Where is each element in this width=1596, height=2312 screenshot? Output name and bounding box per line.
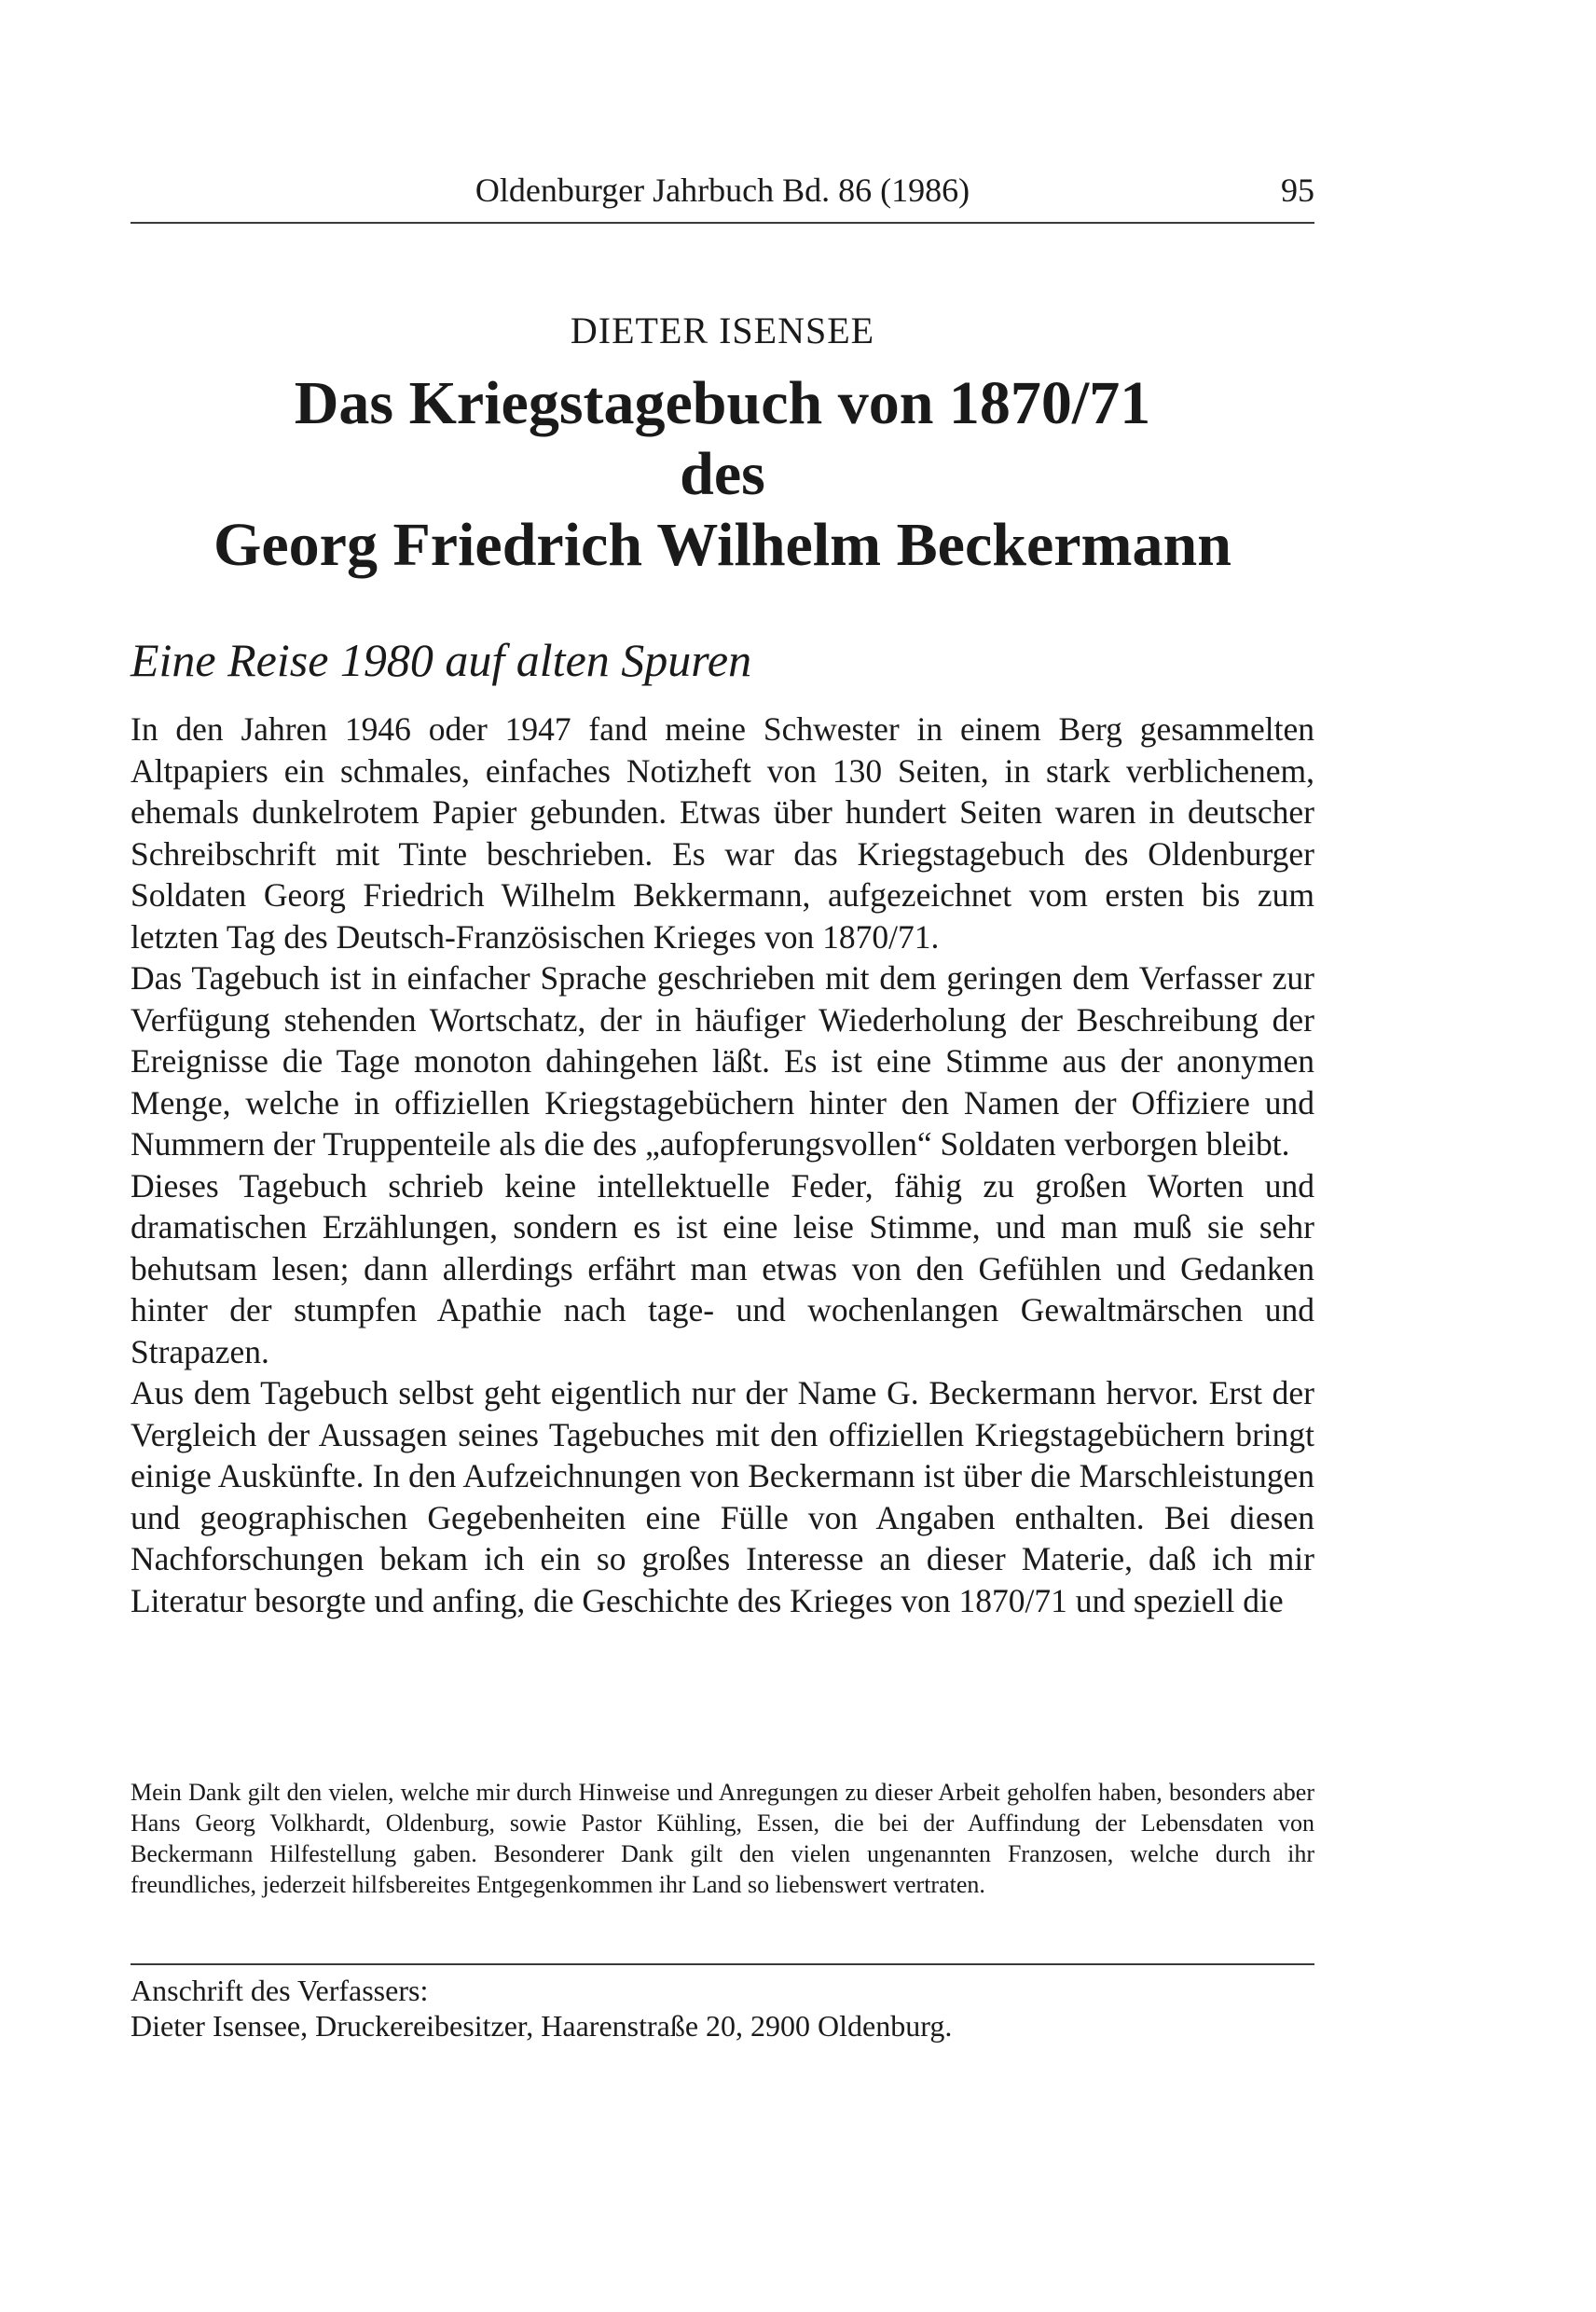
title-line: des [680, 440, 765, 508]
running-header [131, 170, 1314, 224]
page-number: 95 [1281, 172, 1314, 209]
article-body [131, 709, 1314, 1621]
address-label: Anschrift des Verfassers: [131, 1974, 429, 2007]
footnote: Mein Dank gilt den vielen, welche mir durch Hinweise und Anregungen zu dieser Arbeit geholfen haben, besonders aber Hans Georg Volkhardt, Oldenburg, sowie Pastor Kühling, Essen, die bei der Auffindung der Lebensdaten von Beckermann Hilfestellung gaben. Besonderer Dank gilt den vielen ungenannten Franzosen, welche durch ihr freundliches, jederzeit hilfsbereites Entgegenkommen ihr Land so liebenswert vertraten. [131, 1779, 1314, 1898]
article-subtitle: Eine Reise 1980 auf alten Spuren [131, 634, 752, 686]
body-paragraph: In den Jahren 1946 oder 1947 fand meine Schwester in einem Berg gesammelten Altpapiers ein schmales, einfaches Notizheft von 130 Seiten, in stark verblichenem, ehemals dunkelrotem Papier gebunden. Etwas über hundert Seiten waren in deutscher Schreibschrift mit Tinte beschrieben. Es war das Kriegstagebuch des Oldenburger Soldaten Georg Friedrich Wilhelm Bekkermann, aufgezeichnet vom ersten bis zum letzten Tag des Deutsch-Französischen Krieges von 1870/71. [131, 710, 1314, 956]
article-author: DIETER ISENSEE [570, 310, 875, 351]
title-line: Das Kriegstagebuch von 1870/71 [294, 369, 1151, 437]
body-paragraph: Das Tagebuch ist in einfacher Sprache geschrieben mit dem geringen dem Verfasser zur Verfügung stehenden Wortschatz, der in häufiger Wiederholung der Beschreibung der Ereignisse die Tage monoton dahingehen läßt. Es ist eine Stimme aus der anonymen Menge, welche in offiziellen Kriegstagebüchern hinter den Namen der Offiziere und Nummern der Truppenteile als die des „aufopferungsvollen“ Soldaten verborgen bleibt. [131, 959, 1314, 1163]
footnote-divider [131, 1963, 1314, 1965]
article-title [131, 368, 1314, 581]
body-paragraph: Aus dem Tagebuch selbst geht eigentlich nur der Name G. Beckermann hervor. Erst der Vergleich der Aussagen seines Tagebuches mit den offiziellen Kriegstagebüchern bringt einige Auskünfte. In den Aufzeichnungen von Beckermann ist über die Marschleistungen und geographischen Gegebenheiten eine Fülle von Angaben enthalten. Bei diesen Nachforschungen bekam ich ein so großes Interesse an dieser Materie, daß ich mir Literatur besorgte und anfing, die Geschichte des Krieges von 1870/71 und speziell die [131, 1374, 1314, 1619]
address-text: Dieter Isensee, Druckereibesitzer, Haarenstraße 20, 2900 Oldenburg. [131, 2009, 953, 2043]
title-line: Georg Friedrich Wilhelm Beckermann [213, 511, 1231, 579]
body-paragraph: Dieses Tagebuch schrieb keine intellektuelle Feder, fähig zu großen Worten und dramatischen Erzählungen, sondern es ist eine leise Stimme, und man muß sie sehr behutsam lesen; dann allerdings erfährt man etwas von den Gefühlen und Gedanken hinter der stumpfen Apathie nach tage- und wochenlangen Gewaltmärschen und Strapazen. [131, 1166, 1314, 1370]
journal-title: Oldenburger Jahrbuch Bd. 86 (1986) [475, 172, 970, 209]
author-address [131, 1973, 1314, 2044]
